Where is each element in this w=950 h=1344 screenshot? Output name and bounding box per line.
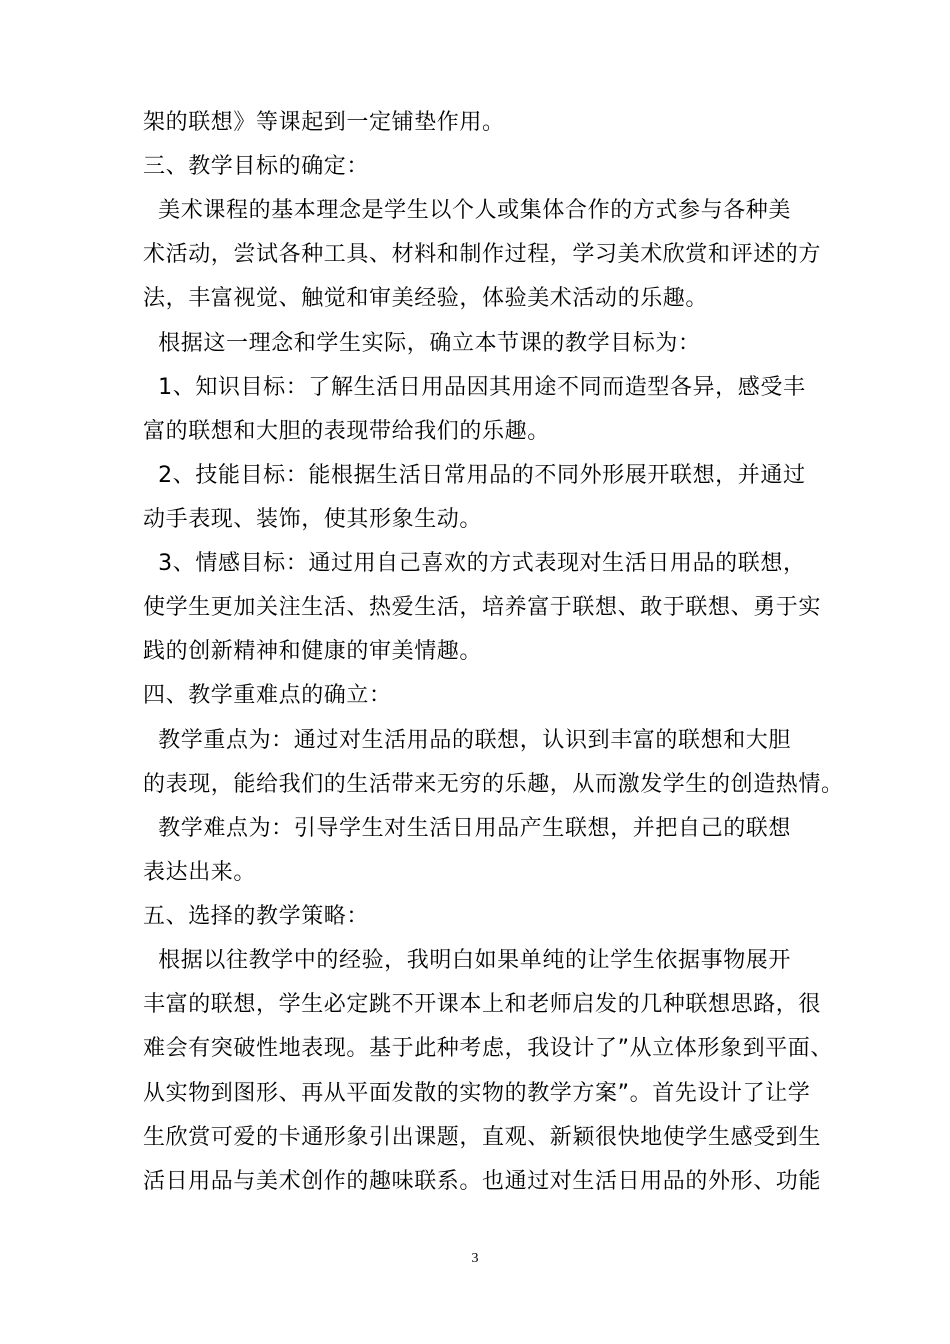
text-line: 五、选择的教学策略：	[143, 904, 370, 929]
page-number: 3	[471, 1251, 479, 1266]
text-line: 从实物到图形、再从平面发散的实物的教学方案”。首先设计了让学	[143, 1081, 811, 1106]
text-line: 教学难点为：引导学生对生活日用品产生联想，并把自己的联想	[143, 816, 791, 841]
text-line: 难会有突破性地表现。基于此种考虑，我设计了”从立体形象到平面、	[143, 1036, 833, 1061]
text-line: 美术课程的基本理念是学生以个人或集体合作的方式参与各种美	[143, 198, 791, 223]
text-line: 根据以往教学中的经验，我明白如果单纯的让学生依据事物展开	[143, 948, 791, 973]
text-line: 法，丰富视觉、触觉和审美经验，体验美术活动的乐趣。	[143, 286, 709, 311]
text-line: 3、情感目标：通过用自己喜欢的方式表现对生活日用品的联想，	[143, 551, 806, 576]
text-line: 2、技能目标：能根据生活日常用品的不同外形展开联想，并通过	[143, 463, 806, 488]
text-line: 架的联想》等课起到一定铺垫作用。	[143, 110, 505, 135]
text-line: 根据这一理念和学生实际，确立本节课的教学目标为：	[143, 331, 701, 356]
text-line: 生欣赏可爱的卡通形象引出课题，直观、新颖很快地使学生感受到生	[143, 1125, 822, 1150]
text-line: 活日用品与美术创作的趣味联系。也通过对生活日用品的外形、功能	[143, 1169, 822, 1194]
text-line: 1、知识目标：了解生活日用品因其用途不同而造型各异，感受丰	[143, 375, 806, 400]
text-line: 表达出来。	[143, 860, 257, 885]
text-line: 教学重点为：通过对生活用品的联想，认识到丰富的联想和大胆	[143, 728, 791, 753]
text-line: 术活动，尝试各种工具、材料和制作过程，学习美术欣赏和评述的方	[143, 242, 822, 267]
text-line: 动手表现、装饰，使其形象生动。	[143, 507, 483, 532]
text-line: 丰富的联想，学生必定跳不开课本上和老师启发的几种联想思路，很	[143, 992, 822, 1017]
text-line: 使学生更加关注生活、热爱生活，培养富于联想、敢于联想、勇于实	[143, 595, 822, 620]
text-line: 四、教学重难点的确立：	[143, 683, 392, 708]
text-line: 的表现，能给我们的生活带来无穷的乐趣，从而激发学生的创造热情。	[143, 772, 844, 797]
text-line: 富的联想和大胆的表现带给我们的乐趣。	[143, 419, 550, 444]
text-line: 践的创新精神和健康的审美情趣。	[143, 639, 483, 664]
text-line: 三、教学目标的确定：	[143, 154, 370, 179]
